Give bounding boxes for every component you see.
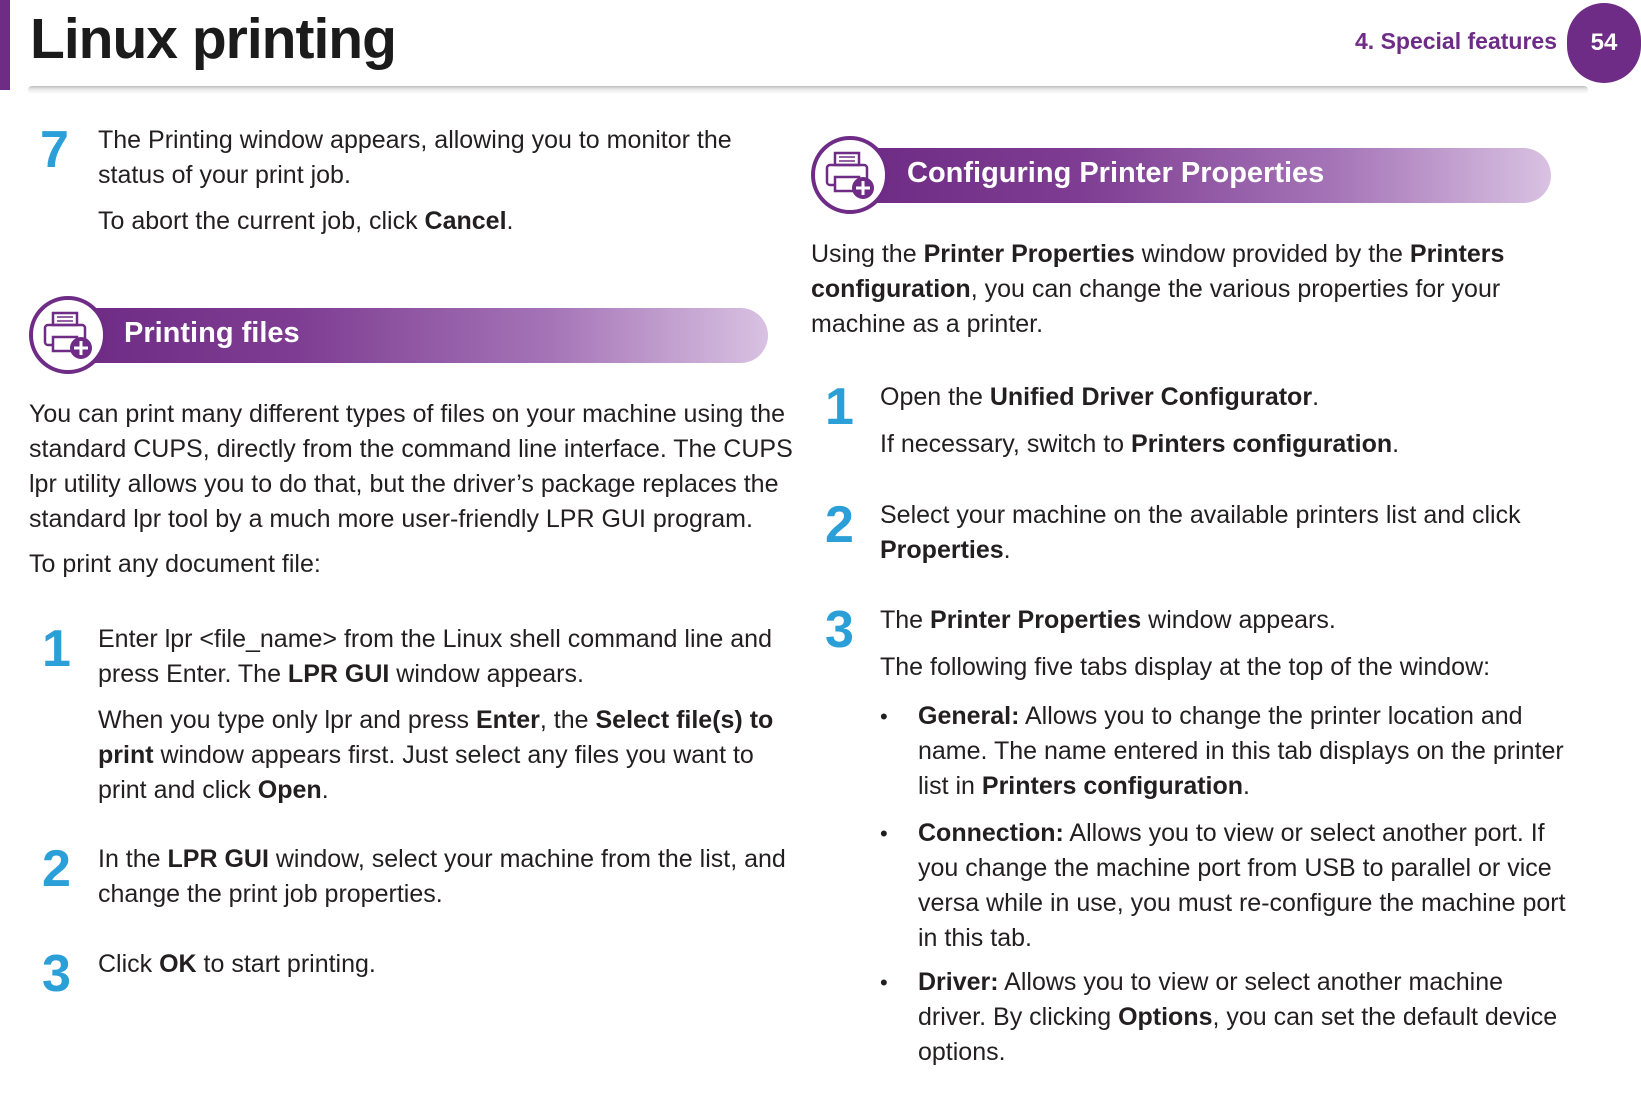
printer-icon <box>42 309 94 361</box>
text-line <box>811 237 1504 272</box>
step-note <box>880 427 1399 462</box>
text-run: window provided by the <box>1134 240 1410 268</box>
step-text <box>98 622 772 692</box>
text-run: Click <box>98 950 160 978</box>
text-line: Enter lpr <file_name> from the Linux shell command line and <box>98 625 772 653</box>
text-run: Using the <box>811 240 924 268</box>
ui-term: print <box>98 741 154 769</box>
ui-term: Open <box>257 776 322 804</box>
text-line <box>918 769 1564 804</box>
step-text <box>98 123 732 193</box>
step-note <box>98 703 773 808</box>
text-line: standard CUPS, directly from the command line interface. The CUPS <box>29 435 793 463</box>
text-run: . <box>1243 772 1250 800</box>
ui-term: Printers <box>1409 240 1505 268</box>
text-run: . <box>506 207 514 235</box>
text-run: Allows you to view or select another port. If <box>1063 819 1545 847</box>
printer-icon <box>824 149 876 201</box>
text-line <box>918 1000 1557 1035</box>
text-line: in this tab. <box>918 924 1032 952</box>
paragraph: To print any document file: <box>29 550 321 578</box>
step-number: 1 <box>42 620 71 678</box>
text-run: press Enter. The <box>98 660 288 688</box>
ui-term: LPR GUI <box>287 660 390 688</box>
text-run: , you can set the default device <box>1212 1003 1558 1031</box>
step-text <box>880 603 1336 638</box>
section-intro <box>29 397 793 537</box>
text-line <box>811 272 1504 307</box>
step-number: 2 <box>42 840 71 898</box>
bullet-marker: • <box>880 970 888 995</box>
text-run: , the <box>539 706 596 734</box>
text-line: status of your print job. <box>98 161 351 189</box>
step-text <box>880 498 1521 568</box>
bullet-label: General: <box>918 702 1020 730</box>
text-line: You can print many different types of files on your machine using the <box>29 400 786 428</box>
text-run: driver. By clicking <box>918 1003 1119 1031</box>
ui-term: Printers configuration <box>981 772 1244 800</box>
section-badge <box>811 136 889 214</box>
text-line: options. <box>918 1038 1006 1066</box>
page-number-badge: 54 <box>1567 3 1641 83</box>
bullet-marker: • <box>880 821 888 846</box>
text-line <box>880 533 1521 568</box>
text-line: machine as a printer. <box>811 310 1044 338</box>
text-run: to start printing. <box>196 950 376 978</box>
text-run: Allows you to view or select another machine <box>998 968 1504 996</box>
text-line <box>98 703 773 738</box>
bullet-marker: • <box>880 704 888 729</box>
step-number: 7 <box>40 121 69 179</box>
ui-term: Enter <box>475 706 540 734</box>
text-line <box>98 773 773 808</box>
section-title: Configuring Printer Properties <box>907 157 1325 189</box>
text-run: Allows you to change the printer location and <box>1019 702 1523 730</box>
ui-term: Printers configuration <box>1131 430 1393 458</box>
ui-term: configuration <box>811 275 971 303</box>
bullet-item <box>918 965 1557 1070</box>
text-run: The <box>880 606 931 634</box>
text-run: . <box>1003 536 1011 564</box>
bullet-item <box>918 816 1566 956</box>
text-line: change the print job properties. <box>98 880 443 908</box>
bullet-item <box>918 699 1564 804</box>
text-line: lpr utility allows you to do that, but the driver’s package replaces the <box>29 470 779 498</box>
text-run: window appears. <box>389 660 584 688</box>
step-number: 1 <box>825 378 854 436</box>
text-run: window appears. <box>1141 606 1336 634</box>
step-text <box>98 947 376 982</box>
section-badge <box>29 296 107 374</box>
ui-term: Select file(s) to <box>595 706 774 734</box>
ui-term: Options <box>1118 1003 1213 1031</box>
ui-term-cancel: Cancel <box>424 207 507 235</box>
text-line: Select your machine on the available printers list and click <box>880 501 1521 529</box>
step-note <box>98 204 513 239</box>
step-text <box>880 380 1319 415</box>
text-line <box>918 816 1566 851</box>
ui-term: Printer Properties <box>930 606 1142 634</box>
page-title: Linux printing <box>30 7 396 71</box>
ui-term: Printer Properties <box>923 240 1135 268</box>
text-run: . <box>1392 430 1400 458</box>
text-run: print and click <box>98 776 258 804</box>
section-intro <box>811 237 1504 342</box>
text-line: standard lpr tool by a much more user-friendly LPR GUI program. <box>29 505 753 533</box>
text-run: In the <box>98 845 168 873</box>
step-number: 3 <box>825 601 854 659</box>
text-line: versa while in use, you must re-configure the machine port <box>918 889 1566 917</box>
text-run: Open the <box>880 383 990 411</box>
text-line: name. The name entered in this tab displays on the printer <box>918 737 1564 765</box>
text-line: The Printing window appears, allowing you to monitor the <box>98 126 732 154</box>
text-line <box>98 657 772 692</box>
header-divider <box>28 86 1588 94</box>
ui-term: Properties <box>880 536 1004 564</box>
bullet-label: Driver: <box>918 968 999 996</box>
chapter-label: 4. Special features <box>1355 28 1557 54</box>
step-number: 2 <box>825 496 854 554</box>
text-line <box>98 738 773 773</box>
text-run: window, select your machine from the list, and <box>268 845 786 873</box>
section-title: Printing files <box>124 317 300 349</box>
bullet-label: Connection: <box>918 819 1064 847</box>
step-number: 3 <box>42 945 71 1003</box>
ui-term: Unified Driver Configurator <box>989 383 1313 411</box>
text-run: If necessary, switch to <box>880 430 1132 458</box>
text-line <box>918 965 1557 1000</box>
text-run: . <box>1312 383 1320 411</box>
text-run: . <box>321 776 329 804</box>
step-text <box>98 842 786 912</box>
text-run: window appears first. Just select any files you want to <box>153 741 754 769</box>
text-run: When you type only lpr and press <box>98 706 476 734</box>
ui-term: OK <box>159 950 197 978</box>
text-run: , you can change the various properties for your <box>970 275 1501 303</box>
text-line: you change the machine port from USB to parallel or vice <box>918 854 1552 882</box>
ui-term: LPR GUI <box>167 845 269 873</box>
step-note: The following five tabs display at the top of the window: <box>880 653 1491 681</box>
header-accent-bar <box>0 0 10 90</box>
text-line <box>98 842 786 877</box>
text-run: list in <box>918 772 982 800</box>
text-run: To abort the current job, click <box>98 207 425 235</box>
text-line <box>918 699 1564 734</box>
